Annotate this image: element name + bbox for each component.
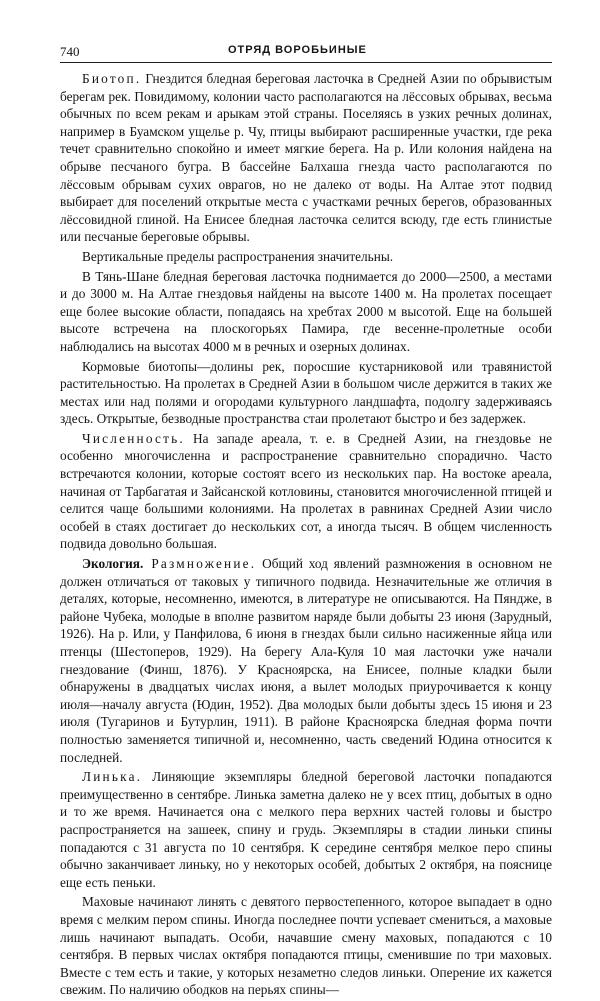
paragraph-feeding-biotopes <box>60 358 552 428</box>
paragraph-altitudes <box>60 268 552 356</box>
header-rule <box>60 62 552 63</box>
paragraph-text: Линяющие экземпляры бледной береговой ласточки попадаются преимущественно в сентябре. Линька заметна далеко не у всех птиц, добытых в одно и то же время. Начинается она с мелкого пера верхних частей головы и быстро распространяется на зашеек, спину и грудь. Экземпляры в стадии линьки спины попадаются с 31 августа по 10 сентября. К середине сентября мелкое перо спины обычно заканчивает линьку, но у некоторых особей, добытых 2 октября, на пояснице еще есть пеньки. <box>60 769 552 890</box>
paragraph-text: Гнездится бледная береговая ласточка в Средней Азии по обрывистым берегам рек. Повидимому, колонии часто располагаются на лёссовых обрывах, весьма обычных по всем рекам и арыкам этой страны. Поселяясь в узких речных долинах, например в Буамском ущелье р. Чу, птицы выбирают расширенные участки, где река течет сравнительно спокойно и имеет мягкие берега. На р. Или колония найдена на обрыве песчаного бугра. В бассейне Балхаша гнезда часто располагаются по лёссовым обрывам сухих оврагов, но не далеко от воды. На Алтае этот подвид выбирает для поселений открытые места с участками речных берегов, образованных лёссовидной глиной. На Енисее бледная ласточка селится всюду, где есть глинистые или песчаные береговые обрывы. <box>60 71 552 245</box>
paragraph-vertical-limits <box>60 248 552 266</box>
page-number: 740 <box>60 44 80 59</box>
body-text <box>60 70 552 1001</box>
paragraph-ecology <box>60 555 552 766</box>
paragraph-text: Маховые начинают линять с девятого первостепенного, которое выпадает в одно время с мелким пером спины. Иногда последнее почти успевает смениться, а маховые лишь начинают выпадать. Особи, начавшие смену маховых, попадаются с 10 сентября. В первых числах октября попадаются птицы, сменившие по три маховых. Вместе с тем есть и такие, у которых незаметно следов линьки. Оперение их кажется свежим. По наличию ободков на перьях спины— <box>60 894 552 998</box>
section-lead: Численность. <box>82 430 185 446</box>
paragraph-molt <box>60 768 552 891</box>
paragraph-text: В Тянь-Шане бледная береговая ласточка поднимается до 2000—2500, а местами и до 3000 м. На Алтае гнездовья найдены на высоте 1400 м. На пролетах посещает еще более высокие области, попадаясь на хребтах 2000 м высотой. Еще на большей высоте встречена на плоскогорьях Памира, где весенне-пролетные особи наблюдались на высотах 4000 м в речных и озерных долинах. <box>60 268 552 354</box>
paragraph-text: Кормовые биотопы—долины рек, поросшие кустарниковой или травянистой растительностью. На пролетах в Средней Азии в большом числе держится в таких же местах или над полями и огородами культурного ландшафта, подолгу задерживаясь здесь. Открытые, безводные пространства стаи пролетают быстро и без задержек. <box>60 358 552 427</box>
paragraph-text: Вертикальные пределы распространения значительны. <box>82 248 394 264</box>
running-title: ОТРЯД ВОРОБЬИНЫЕ <box>228 44 367 56</box>
paragraph-flight-feathers <box>60 893 552 999</box>
page-header <box>60 42 552 60</box>
section-heading: Экология. <box>82 556 144 572</box>
section-lead: Биотоп. <box>82 71 142 86</box>
section-lead: Размножение. <box>143 556 257 572</box>
paragraph-text: На западе ареала, т. е. в Средней Азии, на гнездовье не особенно многочисленна и распространение сравнительно спорадично. Часто встречаются колонии, которые состоят всего из нескольких пар. На востоке ареала, начиная от Тарбагатая и Зайсанской котловины, становится многочисленной птицей и селится чаще большими колониями. На пролетах в равнинах Средней Азии число особей в стаях достигает до нескольких сот, а иногда тысяч. В общем численность подвида довольно большая. <box>60 430 552 552</box>
paragraph-biotope <box>60 70 552 246</box>
paragraph-abundance <box>60 430 552 553</box>
paragraph-text: Общий ход явлений размножения в основном не должен отличаться от таковых у типичного подвида. Незначительные же отличия в деталях, которые, несомненно, имеются, в литературе не описываются. На Пяндже, в районе Чубека, молодые в вполне развитом наряде были добыты 23 июня (Зарудный, 1926). На р. Или, у Панфилова, 6 июня в гнездах были сильно насиженные яйца или птенцы (Шестоперов, 1929). На берегу Ала-Куля 10 мая ласточки уже начали гнездование (Финш, 1876). У Красноярска, на Енисее, полные кладки были обнаружены в двадцатых числах июня, а вылет молодых приурочивается к концу июля—началу августа (Юдин, 1952). Два молодых были добыты здесь 15 июня и 23 июля (Тугаринов и Бутурлин, 1911). В районе Красноярска бледная форма почти полностью заменяется типичной и, несомненно, часть сведений Юдина относится к последней. <box>60 556 552 765</box>
section-lead: Линька. <box>82 769 143 785</box>
